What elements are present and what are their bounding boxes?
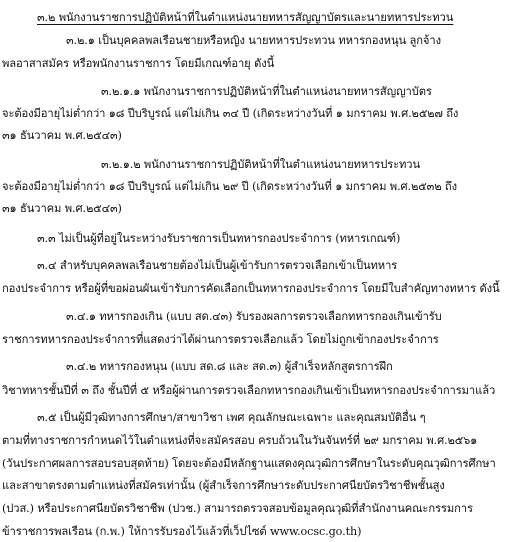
item-3-2-1-2-line-1: ๓.๒.๑.๒ พนักงานราชการปฏิบัติหน้าที่ในตำแหน่งนายทหารประทวน: [101, 158, 421, 171]
item-3-2-1-2-line-3: ๓๑ ธันวาคม พ.ศ.๒๕๔๓): [2, 202, 122, 215]
section-3-5-line-3: (วันประกาศผลการสอบรอบสุดท้าย) โดยจะต้องมีหลักฐานแสดงคุณวุฒิการศึกษาในระดับคุณวุฒิการศึกษา: [2, 457, 496, 470]
section-3-5-line-5: (ปวส.) หรือประกาศนียบัตรวิชาชีพ (ปวช.) สามารถตรวจสอบข้อมูลคุณวุฒิที่สำนักงานคณะกรรมการ: [2, 502, 473, 515]
section-3-5-line-2: ตามที่ทางราชการกำหนดไว้ในตำแหน่งที่จะสมัครสอบ ครบถ้วนในวันจันทร์ที่ ๒๙ มกราคม พ.ศ.๒๕๖๑: [2, 434, 478, 447]
section-3-2-heading: ๓.๒ พนักงานราชการปฏิบัติหน้าที่ในตำแหน่งนายทหารสัญญาบัตรและนายทหารประทวน: [37, 11, 454, 24]
item-3-4-1-line-1: ๓.๔.๑ ทหารกองเกิน (แบบ สด.๔๓) รับรองผลการตรวจเลือกทหารกองเกินเข้ารับ: [66, 310, 442, 323]
section-3-5-line-4: และสาขาตรงตามตำแหน่งที่สมัครเท่านั้น (ผู้สำเร็จการศึกษาระดับประกาศนียบัตรวิชาชีพชั้นสูง: [2, 479, 445, 492]
item-3-4-2-line-1: ๓.๔.๒ ทหารกองหนุน (แบบ สด.๘ และ สด.๓) ผู้สำเร็จหลักสูตรการฝึก: [66, 360, 393, 373]
section-3-3-line-1: ๓.๓ ไม่เป็นผู้ที่อยู่ในระหว่างรับราชการเป็นทหารกองประจำการ (ทหารเกณฑ์): [37, 232, 401, 245]
item-3-2-1-2-line-2: จะต้องมีอายุไม่ต่ำกว่า ๑๘ ปีบริบูรณ์ แต่ไม่เกิน ๒๙ ปี (เกิดระหว่างวันที่ ๑ มกราคม พ.ศ.๒๕๓๒ ถึง: [2, 180, 457, 193]
item-3-2-1-line-2: พลอาสาสมัคร หรือพนักงานราชการ โดยมีเกณฑ์อายุ ดังนี้: [2, 57, 275, 70]
section-3-4-line-1: ๓.๔ สำหรับบุคคลพลเรือนชายต้องไม่เป็นผู้เข้ารับการตรวจเลือกเข้าเป็นทหาร: [37, 259, 398, 272]
item-3-4-2-line-2: วิชาทหารชั้นปีที่ ๓ ถึง ชั้นปีที่ ๕ หรือผู้ผ่านการตรวจเลือกทหารกองเกินเข้าเป็นทหารกองประจำการมาแล้ว: [2, 384, 496, 397]
section-3-5-line-1: ๓.๕ เป็นผู้มีวุฒิทางการศึกษา/สาขาวิชา เพศ คุณลักษณะเฉพาะ และคุณสมบัติอื่น ๆ: [37, 411, 426, 424]
item-3-4-1-line-2: ราชการทหารกองประจำการที่แสดงว่าได้ผ่านการตรวจเลือกแล้ว โดยไม่ถูกเข้ากองประจำการ: [2, 333, 439, 346]
item-3-2-1-line-1: ๓.๒.๑ เป็นบุคคลพลเรือนชายหรือหญิง นายทหารประทวน ทหารกองหนุน ลูกจ้าง: [66, 34, 441, 47]
item-3-2-1-1-line-1: ๓.๒.๑.๑ พนักงานราชการปฏิบัติหน้าที่ในตำแหน่งนายทหารสัญญาบัตร: [101, 85, 432, 98]
item-3-2-1-1-line-3: ๓๑ ธันวาคม พ.ศ.๒๕๔๓): [2, 129, 122, 142]
section-3-5-line-6: ข้าราชการพลเรือน (ก.พ.) ให้การรับรองไว้แล้วที่เว็ปไซต์ www.ocsc.go.th): [2, 525, 362, 538]
section-3-4-line-2: กองประจำการ หรือผู้ที่ขอผ่อนผันเข้ารับการคัดเลือกเป็นทหารกองประจำการ โดยมีใบสำคัญทางทหาร ดังนี้: [2, 282, 500, 295]
item-3-2-1-1-line-2: จะต้องมีอายุไม่ต่ำกว่า ๑๘ ปีบริบูรณ์ แต่ไม่เกิน ๓๔ ปี (เกิดระหว่างวันที่ ๑ มกราคม พ.ศ.๒๕๒๗ ถึง: [2, 107, 459, 120]
